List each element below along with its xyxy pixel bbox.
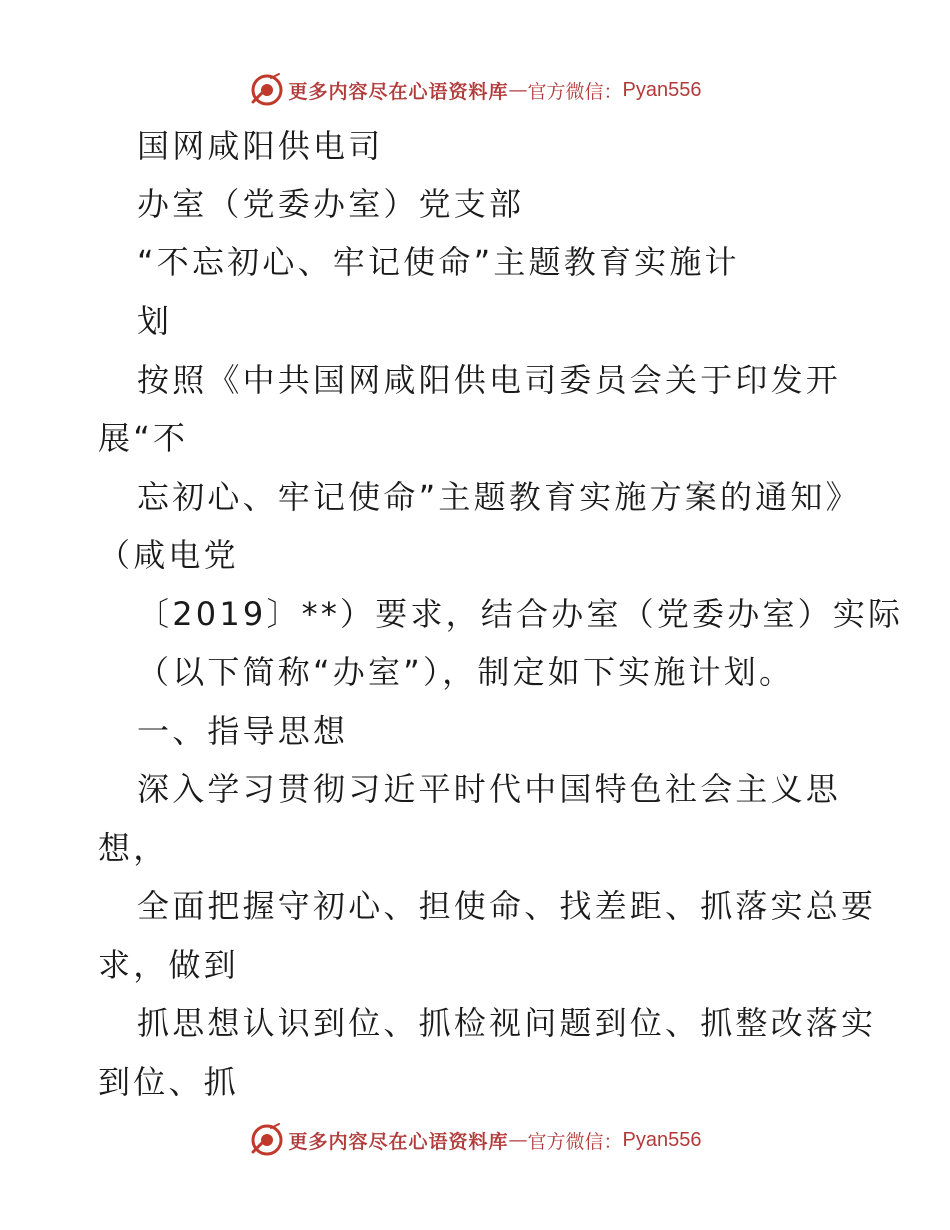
doc-line: 一、指导思想 — [137, 712, 349, 750]
doc-line: 国网咸阳供电司 — [137, 127, 384, 165]
pen-logo-icon — [249, 1122, 285, 1158]
doc-line: 想， — [98, 829, 169, 867]
watermark-wechat-id: Pyan556 — [622, 78, 702, 101]
watermark-text: 更多内容尽在心语资料库 — [288, 80, 509, 103]
watermark-separator: — — [508, 79, 528, 101]
header-watermark — [0, 70, 950, 110]
doc-line: 求，做到 — [98, 946, 239, 984]
pen-logo-icon — [249, 72, 285, 108]
doc-line: 按照《中共国网咸阳供电司委员会关于印发开 — [137, 361, 842, 399]
doc-line: 抓思想认识到位、抓检视问题到位、抓整改落实 — [137, 1004, 877, 1042]
doc-line: 深入学习贯彻习近平时代中国特色社会主义思 — [137, 770, 842, 808]
doc-line: “不忘初心、牢记使命”主题教育实施计 — [137, 243, 740, 281]
doc-line: （以下简称“办室”），制定如下实施计划。 — [137, 653, 795, 691]
doc-line: 忘初心、牢记使命”主题教育实施方案的通知》 — [137, 478, 861, 516]
watermark-wechat-label: 官方微信： — [527, 80, 623, 103]
doc-line: 〔2019〕**）要求，结合办室（党委办室）实际 — [137, 595, 904, 633]
doc-line: 展“不 — [98, 419, 189, 457]
watermark-wechat-label: 官方微信： — [527, 1130, 623, 1153]
footer-watermark — [0, 1120, 950, 1160]
doc-line: 办室（党委办室）党支部 — [137, 185, 525, 223]
doc-line: 全面把握守初心、担使命、找差距、抓落实总要 — [137, 887, 877, 925]
doc-line: 到位、抓 — [98, 1063, 239, 1101]
watermark-wechat-id: Pyan556 — [622, 1128, 702, 1151]
watermark-separator: — — [508, 1129, 528, 1151]
doc-line: （咸电党 — [98, 536, 239, 574]
doc-line: 划 — [137, 302, 173, 340]
watermark-text: 更多内容尽在心语资料库 — [288, 1130, 509, 1153]
